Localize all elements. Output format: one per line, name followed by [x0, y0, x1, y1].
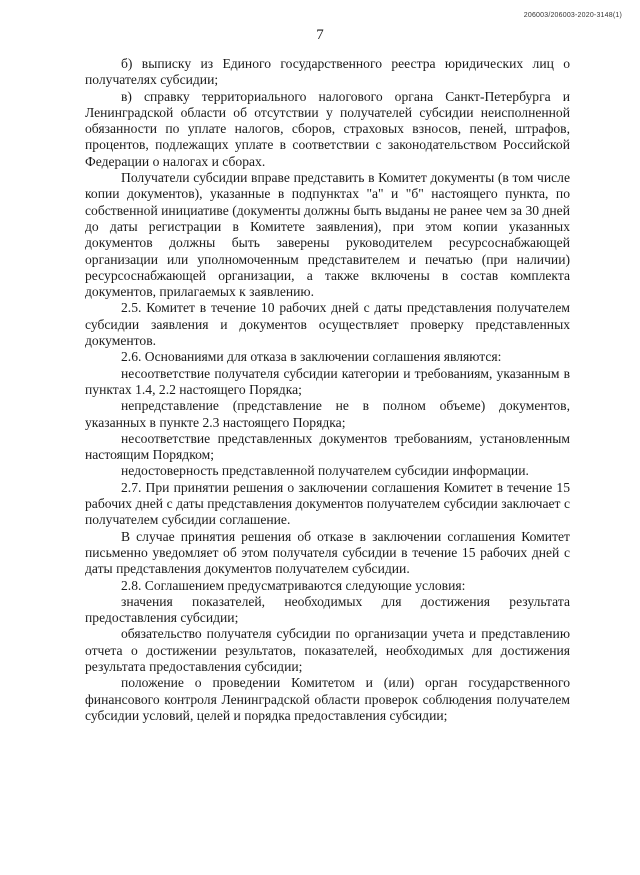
paragraph-refusal-reason-3: несоответствие представленных документов требованиям, установленным настоящим Порядком;: [85, 430, 570, 463]
paragraph-tax-certificate: в) справку территориального налогового органа Санкт-Петербурга и Ленинградской области об отсутствии у получателей субсидии неисполненной обязанности по уплате налогов, сборов, страховых взносов, пеней, штрафов, процентов, подлежащих уплате в соответствии с законодательством Российской Федерации о налогах и сборах.: [85, 88, 570, 169]
paragraph-condition-3: положение о проведении Комитетом и (или) орган государственного финансового контроля Ленинградской области проверок соблюдения получателем субсидии условий, целей и порядка предоставления субсидии;: [85, 675, 570, 723]
paragraph-refusal-reason-1: несоответствие получателя субсидии категории и требованиям, указанным в пунктах 1.4, 2.2 настоящего Порядка;: [85, 365, 570, 397]
paragraph-2-6: 2.6. Основаниями для отказа в заключении соглашения являются:: [121, 349, 502, 365]
paragraph-refusal-reason-2: непредставление (представление не в полном объеме) документов, указанных в пункте 2.3 настоящего Порядка;: [85, 398, 570, 430]
document-body: [85, 56, 570, 724]
paragraph-condition-1: значения показателей, необходимых для достижения результата предоставления субсидии;: [85, 593, 570, 626]
page-number: 7: [316, 27, 324, 43]
paragraph-refusal-notice: В случае принятия решения об отказе в заключении соглашения Комитет письменно уведомляет об этом получателя субсидии в течение 15 рабочих дней с даты представления документов получателем субсидии.: [85, 528, 570, 577]
paragraph-own-initiative-docs: Получатели субсидии вправе представить в Комитет документы (в том числе копии документов), указанные в подпунктах "а" и "б" настоящего пункта, по собственной инициативе (документы должны быть выданы не ранее чем за 30 дней до даты регистрации в Комитете заявления), при этом копии указанных документов должны быть заверены руководителем ресурсоснабжающей организации или уполномоченным представителем и печатью (при наличии) ресурсоснабжающей организации, а также включены в состав комплекта документов, прилагаемых к заявлению.: [85, 170, 570, 300]
paragraph-refusal-reason-4: недостоверность представленной получателем субсидии информации.: [121, 463, 529, 479]
paragraph-2-5: 2.5. Комитет в течение 10 рабочих дней с даты представления получателем субсидии заявления и документов осуществляет проверку представленных документов.: [85, 300, 570, 349]
paragraph-condition-2: обязательство получателя субсидии по организации учета и представлению отчета о достижении результатов, показателей, необходимых для достижения результата предоставления субсидии;: [85, 626, 570, 674]
paragraph-extract-egrul: б) выписку из Единого государственного реестра юридических лиц о получателях субсидии;: [85, 56, 570, 88]
paragraph-2-8: 2.8. Соглашением предусматриваются следующие условия:: [121, 577, 466, 593]
paragraph-2-7: 2.7. При принятии решения о заключении соглашения Комитет в течение 15 рабочих дней с даты представления документов получателем субсидии заключает с получателем субсидии соглашение.: [85, 479, 570, 528]
document-id: 206003/206003-2020-3148(1): [523, 12, 622, 19]
